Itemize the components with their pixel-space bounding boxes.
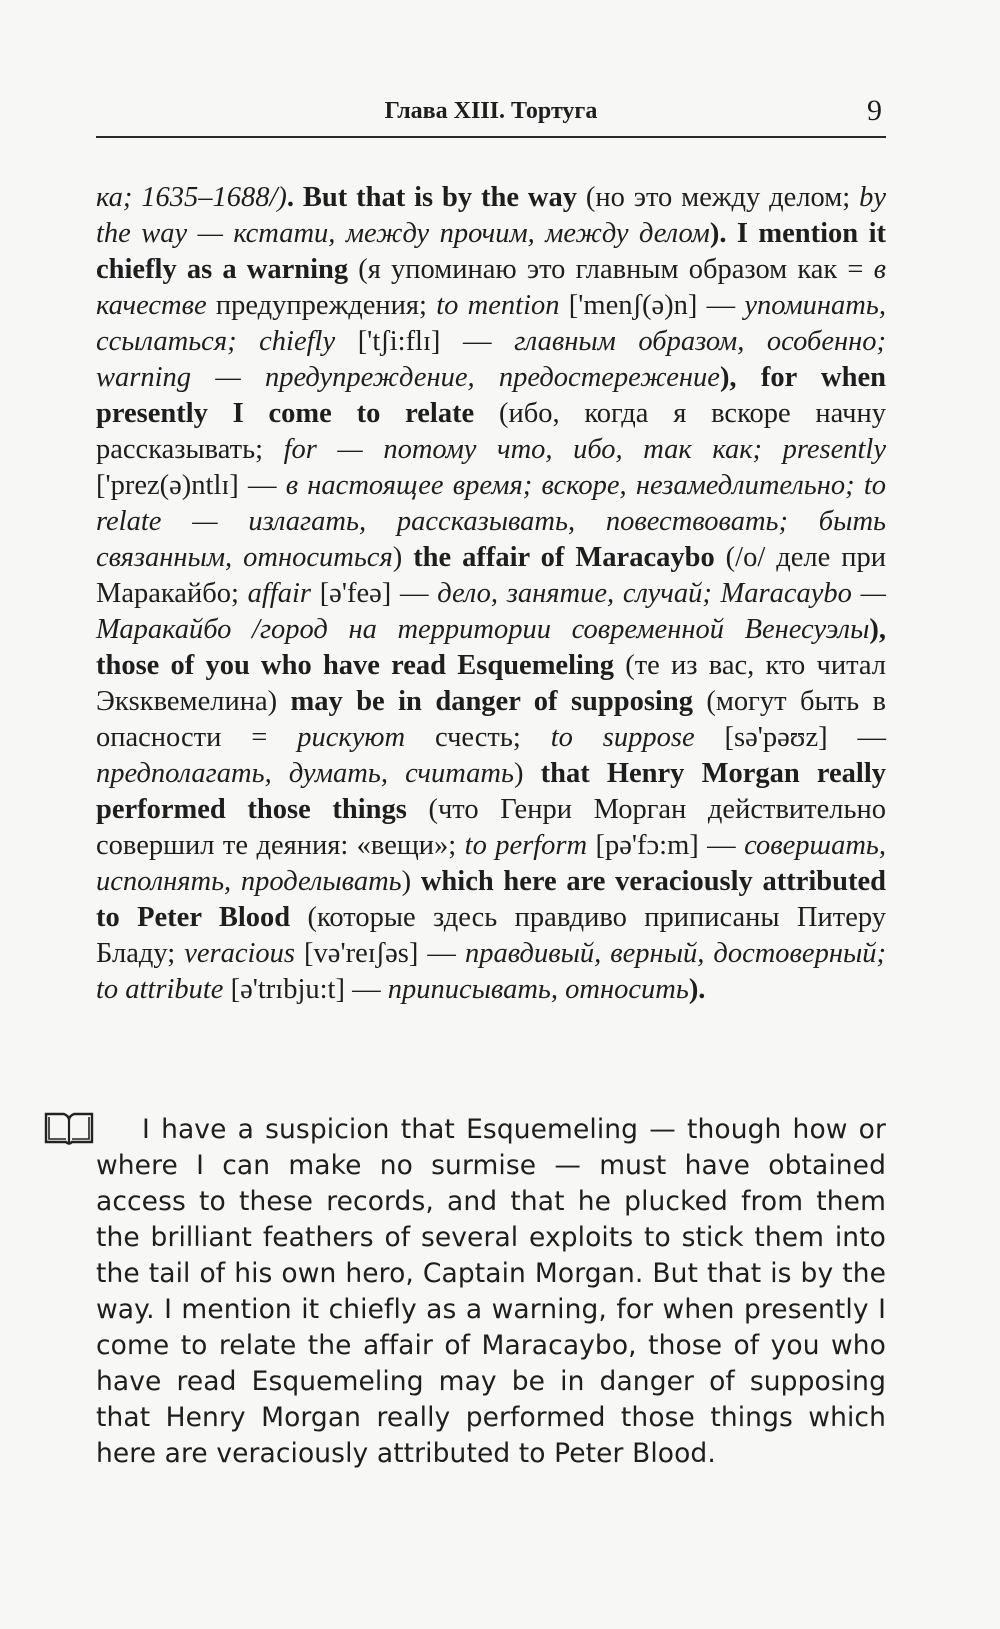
translation-text: [ə'trɪbju:t] —	[223, 974, 388, 1005]
translation-text: [və'reɪʃəs] —	[295, 938, 465, 969]
gloss-italic: veracious	[184, 938, 296, 969]
gloss-italic: to suppose	[550, 722, 695, 753]
gloss-italic: совершать, исполнять, проделывать	[96, 830, 886, 897]
translation-text: ['tʃi:flɪ] —	[335, 326, 515, 357]
original-phrase: ).	[688, 974, 706, 1005]
gloss-italic: упоминать, ссылаться; chiefly	[96, 290, 886, 357]
gloss-italic: правдивый, верный, достоверный; to attribute	[96, 938, 887, 1005]
gloss-italic: дело, занятие, случай; Maracaybo — Маракайбо /город на территории современной Венесуэлы	[96, 578, 886, 645]
gloss-italic: приписывать, относить	[387, 974, 689, 1005]
translation-text: [ə'feə] —	[310, 578, 438, 609]
chapter-title: Глава XIII. Тортуга	[384, 98, 598, 124]
translation-text: ['menʃ(ə)n] —	[559, 290, 745, 321]
commentary-paragraph	[96, 180, 886, 1008]
original-phrase: ), for when presently I come to relate	[96, 362, 886, 429]
translation-text: [pə'fɔ:m] —	[587, 830, 745, 861]
gloss-italic: to perform	[464, 830, 588, 861]
gloss-italic: в качестве	[96, 254, 887, 321]
translation-text: [sə'pəʊz] —	[694, 722, 886, 753]
page-number: 9	[867, 94, 882, 127]
open-book-icon	[44, 1110, 94, 1148]
original-english-text: I have a suspicion that Esquemeling — though how or where I can make no surmise — must have obtained access to these records, and that he plucked from them the brilliant feathers of several exploits to stick them into the tail of his own hero, Captain Morgan. But that is by the way. I mention it chiefly as a warning, for when presently I come to relate the affair of Maracaybo, those of you who have read Esquemeling may be in danger of supposing that Henry Morgan really performed those things which here are veraciously attributed to Peter Blood.	[96, 1114, 886, 1469]
gloss-italic: to mention	[436, 290, 560, 321]
translation-text: (которые здесь правдиво приписаны Питеру Бладу;	[96, 902, 886, 969]
gloss-italic: рискуют	[297, 722, 406, 753]
gloss-italic: by the way — кстати, между прочим, между делом	[96, 182, 886, 249]
original-phrase: ). I mention it chiefly as a warning	[96, 218, 887, 285]
gloss-italic: affair	[247, 578, 311, 609]
translation-text: (могут быть в опасности =	[96, 686, 886, 753]
translation-text: ['prez(ə)ntlɪ] —	[96, 470, 286, 501]
running-header	[96, 96, 886, 138]
translation-text: )	[513, 758, 541, 789]
gloss-italic: главным образом, особенно; warning — предупреждение, предостережение	[96, 326, 886, 393]
original-phrase: which here are veraciously attributed to Peter Blood	[96, 866, 886, 933]
translation-text: (/о/ деле при Маракайбо;	[96, 542, 886, 609]
original-phrase: the affair of Maracaybo	[413, 542, 715, 573]
translation-text: (но это между делом;	[576, 182, 860, 213]
gloss-italic: предполагать, думать, считать	[96, 758, 514, 789]
translation-text: счесть;	[405, 722, 551, 753]
translation-text: )	[392, 542, 414, 573]
translation-text: (я упоминаю это главным образом как =	[348, 254, 874, 285]
original-phrase: that Henry Morgan really performed those things	[96, 758, 886, 825]
gloss-italic: for — потому что, ибо, так как; presently	[283, 434, 886, 465]
translation-text: предупреждения;	[206, 290, 437, 321]
original-phrase: may be in danger of supposing	[290, 686, 693, 717]
translation-text: (те из вас, кто читал Экsквемелина)	[96, 650, 886, 717]
translation-text: (ибо, когда я вскоре начну рассказывать;	[96, 398, 886, 465]
gloss-italic: в настоящее время; вскоре, незамедлительно; to relate — излагать, рассказывать, повествовать; быть связанным, относиться	[96, 470, 886, 573]
translation-text: (что Генри Морган действительно совершил те деяния: «вещи»;	[96, 794, 886, 861]
original-phrase: ), those of you who have read Esquemeling	[96, 614, 886, 681]
translation-text: )	[401, 866, 421, 897]
gloss-italic: ка; 1635–1688/)	[96, 182, 287, 213]
original-phrase: . But that is by the way	[286, 182, 577, 213]
